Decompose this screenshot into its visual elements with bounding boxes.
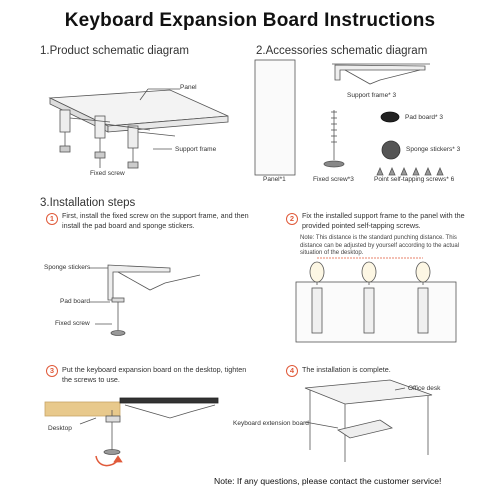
label-fixed-screw-count: Fixed screw*3 <box>313 176 354 183</box>
step-4-number: 4 <box>286 365 298 377</box>
label-sponge-stickers: Sponge stickers <box>44 264 91 271</box>
label-sponge-stickers-count: Sponge stickers* 3 <box>406 146 461 153</box>
label-keyboard-extension-board: Keyboard extension board <box>233 420 309 427</box>
label-pad-board: Pad board <box>60 298 90 305</box>
step-4-text: The installation is complete. <box>302 365 391 374</box>
step-2-note: Note: This distance is the standard punching distance. This distance can be adjusted by yourself according to the actual situation of the desktop. <box>300 235 460 256</box>
section-1-heading: 1.Product schematic diagram <box>40 45 189 57</box>
step-2-drawing <box>296 258 456 342</box>
page-title: Keyboard Expansion Board Instructions <box>64 10 436 31</box>
step-1-drawing <box>90 265 200 336</box>
label-fixed-screw: Fixed screw <box>90 170 125 177</box>
step-3-number: 3 <box>46 365 58 377</box>
label-panel-count: Panel*1 <box>263 176 286 183</box>
section-3-heading: 3.Installation steps <box>40 197 136 209</box>
footer-note: Note: If any questions, please contact the customer service! <box>214 476 442 486</box>
label-desktop: Desktop <box>48 425 72 432</box>
step-4-drawing <box>305 380 432 462</box>
label-office-desk: Office desk <box>408 385 441 392</box>
label-panel: Panel <box>180 84 197 91</box>
step-2-text: Fix the installed support frame to the panel with the provided pointed self-tapping screws. <box>302 211 465 230</box>
label-point-screws-count: Point self-tapping screws* 6 <box>374 176 455 183</box>
step-3-text: Put the keyboard expansion board on the desktop, tighten the screws to use. <box>62 365 247 384</box>
step-1-text: First, install the fixed screw on the support frame, and then install the pad board and sponge stickers. <box>62 211 249 230</box>
step-1-number: 1 <box>46 213 58 225</box>
section-2-heading: 2.Accessories schematic diagram <box>256 45 428 57</box>
label-fixed-screw-step1: Fixed screw <box>55 320 90 327</box>
label-support-frame-count: Support frame* 3 <box>347 92 397 99</box>
label-pad-board-count: Pad board* 3 <box>405 114 443 121</box>
product-schematic-diagram <box>50 89 228 168</box>
step-2-number: 2 <box>286 213 298 225</box>
label-support-frame: Support frame <box>175 146 217 153</box>
